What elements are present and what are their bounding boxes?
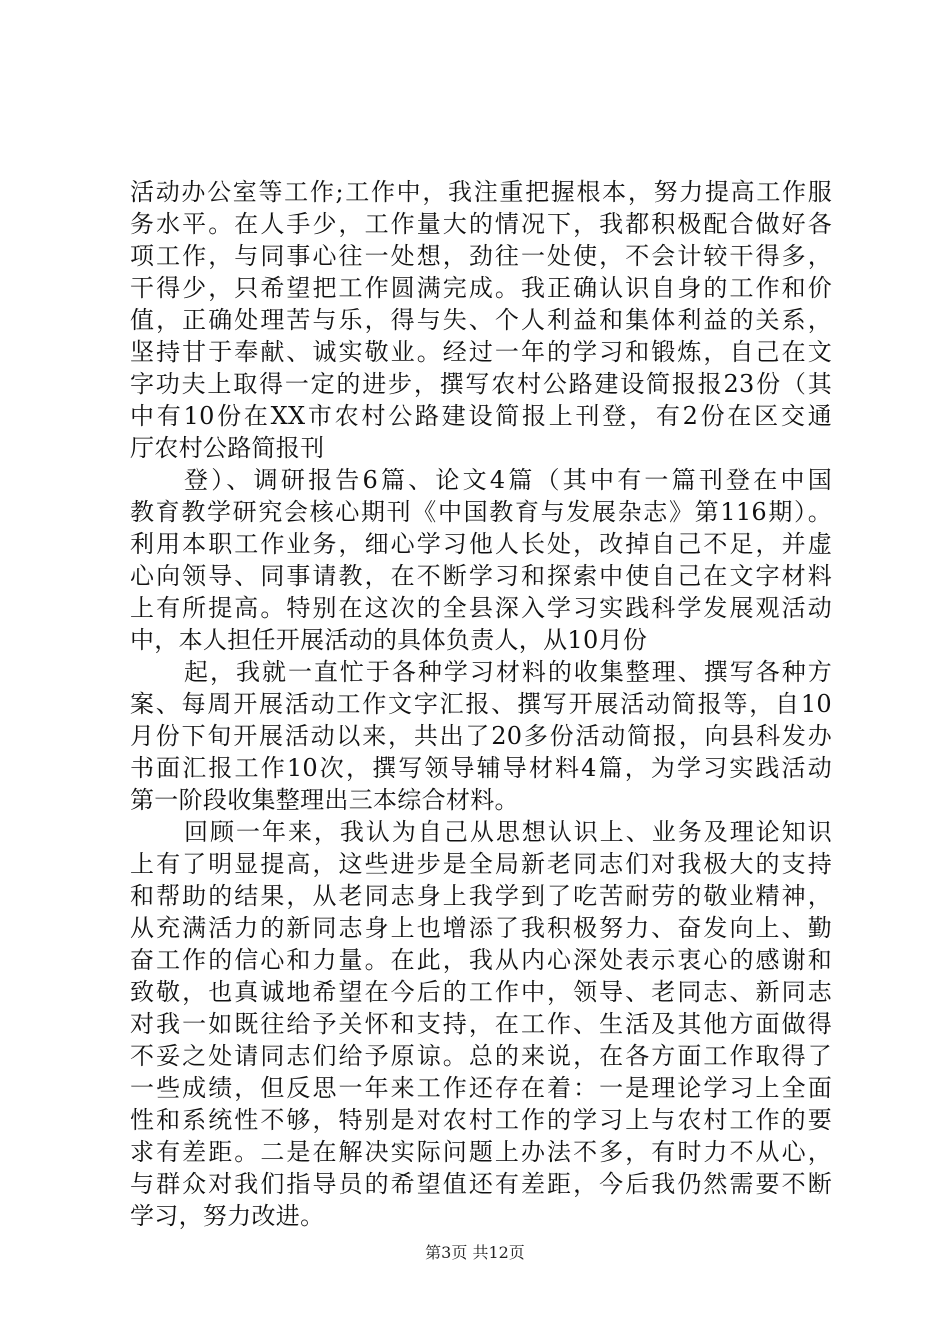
text-line: 厅农村公路简报刊 xyxy=(130,434,325,462)
text-line: 值，正确处理苦与乐，得与失、个人利益和集体利益的关系， xyxy=(130,306,832,334)
text-line: 求有差距。二是在解决实际问题上办法不多，有时力不从心， xyxy=(130,1138,832,1166)
text-line: 和帮助的结果，从老同志身上我学到了吃苦耐劳的敬业精神， xyxy=(130,882,832,910)
text-line: 上有所提高。特别在这次的全县深入学习实践科学发展观活动 xyxy=(130,594,832,622)
text-line: 致敬，也真诚地希望在今后的工作中，领导、老同志、新同志 xyxy=(130,978,832,1006)
page-number: 第3页 共12页 xyxy=(425,1243,525,1262)
text-line: 对我一如既往给予关怀和支持，在工作、生活及其他方面做得 xyxy=(130,1010,832,1038)
text-line: 上有了明显提高，这些进步是全局新老同志们对我极大的支持 xyxy=(130,850,832,878)
text-line: 中，本人担任开展活动的具体负责人，从10月份 xyxy=(130,626,648,654)
text-line: 与群众对我们指导员的希望值还有差距，今后我仍然需要不断 xyxy=(130,1170,832,1198)
text-line: 书面汇报工作10次，撰写领导辅导材料4篇，为学习实践活动 xyxy=(130,754,832,782)
text-line: 起，我就一直忙于各种学习材料的收集整理、撰写各种方 xyxy=(184,658,832,686)
text-line: 不妥之处请同志们给予原谅。总的来说，在各方面工作取得了 xyxy=(130,1042,832,1070)
text-line: 学习，努力改进。 xyxy=(130,1202,325,1230)
text-line: 务水平。在人手少，工作量大的情况下，我都积极配合做好各 xyxy=(130,210,832,238)
text-line: 教育教学研究会核心期刊《中国教育与发展杂志》第116期）。 xyxy=(130,498,832,526)
text-line: 第一阶段收集整理出三本综合材料。 xyxy=(130,786,519,814)
document-body xyxy=(130,176,832,1232)
text-line: 一些成绩，但反思一年来工作还存在着：一是理论学习上全面 xyxy=(130,1074,832,1102)
text-line: 中有10份在XX市农村公路建设简报上刊登，有2份在区交通 xyxy=(130,402,832,430)
text-line: 案、每周开展活动工作文字汇报、撰写开展活动简报等，自10 xyxy=(130,690,832,718)
text-line: 回顾一年来，我认为自己从思想认识上、业务及理论知识 xyxy=(184,818,832,846)
text-line: 从充满活力的新同志身上也增添了我积极努力、奋发向上、勤 xyxy=(130,914,832,942)
text-line: 性和系统性不够，特别是对农村工作的学习上与农村工作的要 xyxy=(130,1106,832,1134)
text-line: 登）、调研报告6篇、论文4篇（其中有一篇刊登在中国 xyxy=(184,466,832,494)
text-line: 坚持甘于奉献、诚实敬业。经过一年的学习和锻炼，自己在文 xyxy=(130,338,832,366)
text-line: 字功夫上取得一定的进步，撰写农村公路建设简报报23份（其 xyxy=(130,370,832,398)
text-line: 利用本职工作业务，细心学习他人长处，改掉自己不足，并虚 xyxy=(130,530,832,558)
text-line: 活动办公室等工作;工作中，我注重把握根本，努力提高工作服 xyxy=(130,178,832,206)
text-line: 项工作，与同事心往一处想，劲往一处使，不会计较干得多， xyxy=(130,242,832,270)
text-line: 奋工作的信心和力量。在此，我从内心深处表示衷心的感谢和 xyxy=(130,946,832,974)
text-line: 心向领导、同事请教，在不断学习和探索中使自己在文字材料 xyxy=(130,562,832,590)
text-line: 月份下旬开展活动以来，共出了20多份活动简报，向县科发办 xyxy=(130,722,832,750)
text-line: 干得少，只希望把工作圆满完成。我正确认识自身的工作和价 xyxy=(130,274,832,302)
